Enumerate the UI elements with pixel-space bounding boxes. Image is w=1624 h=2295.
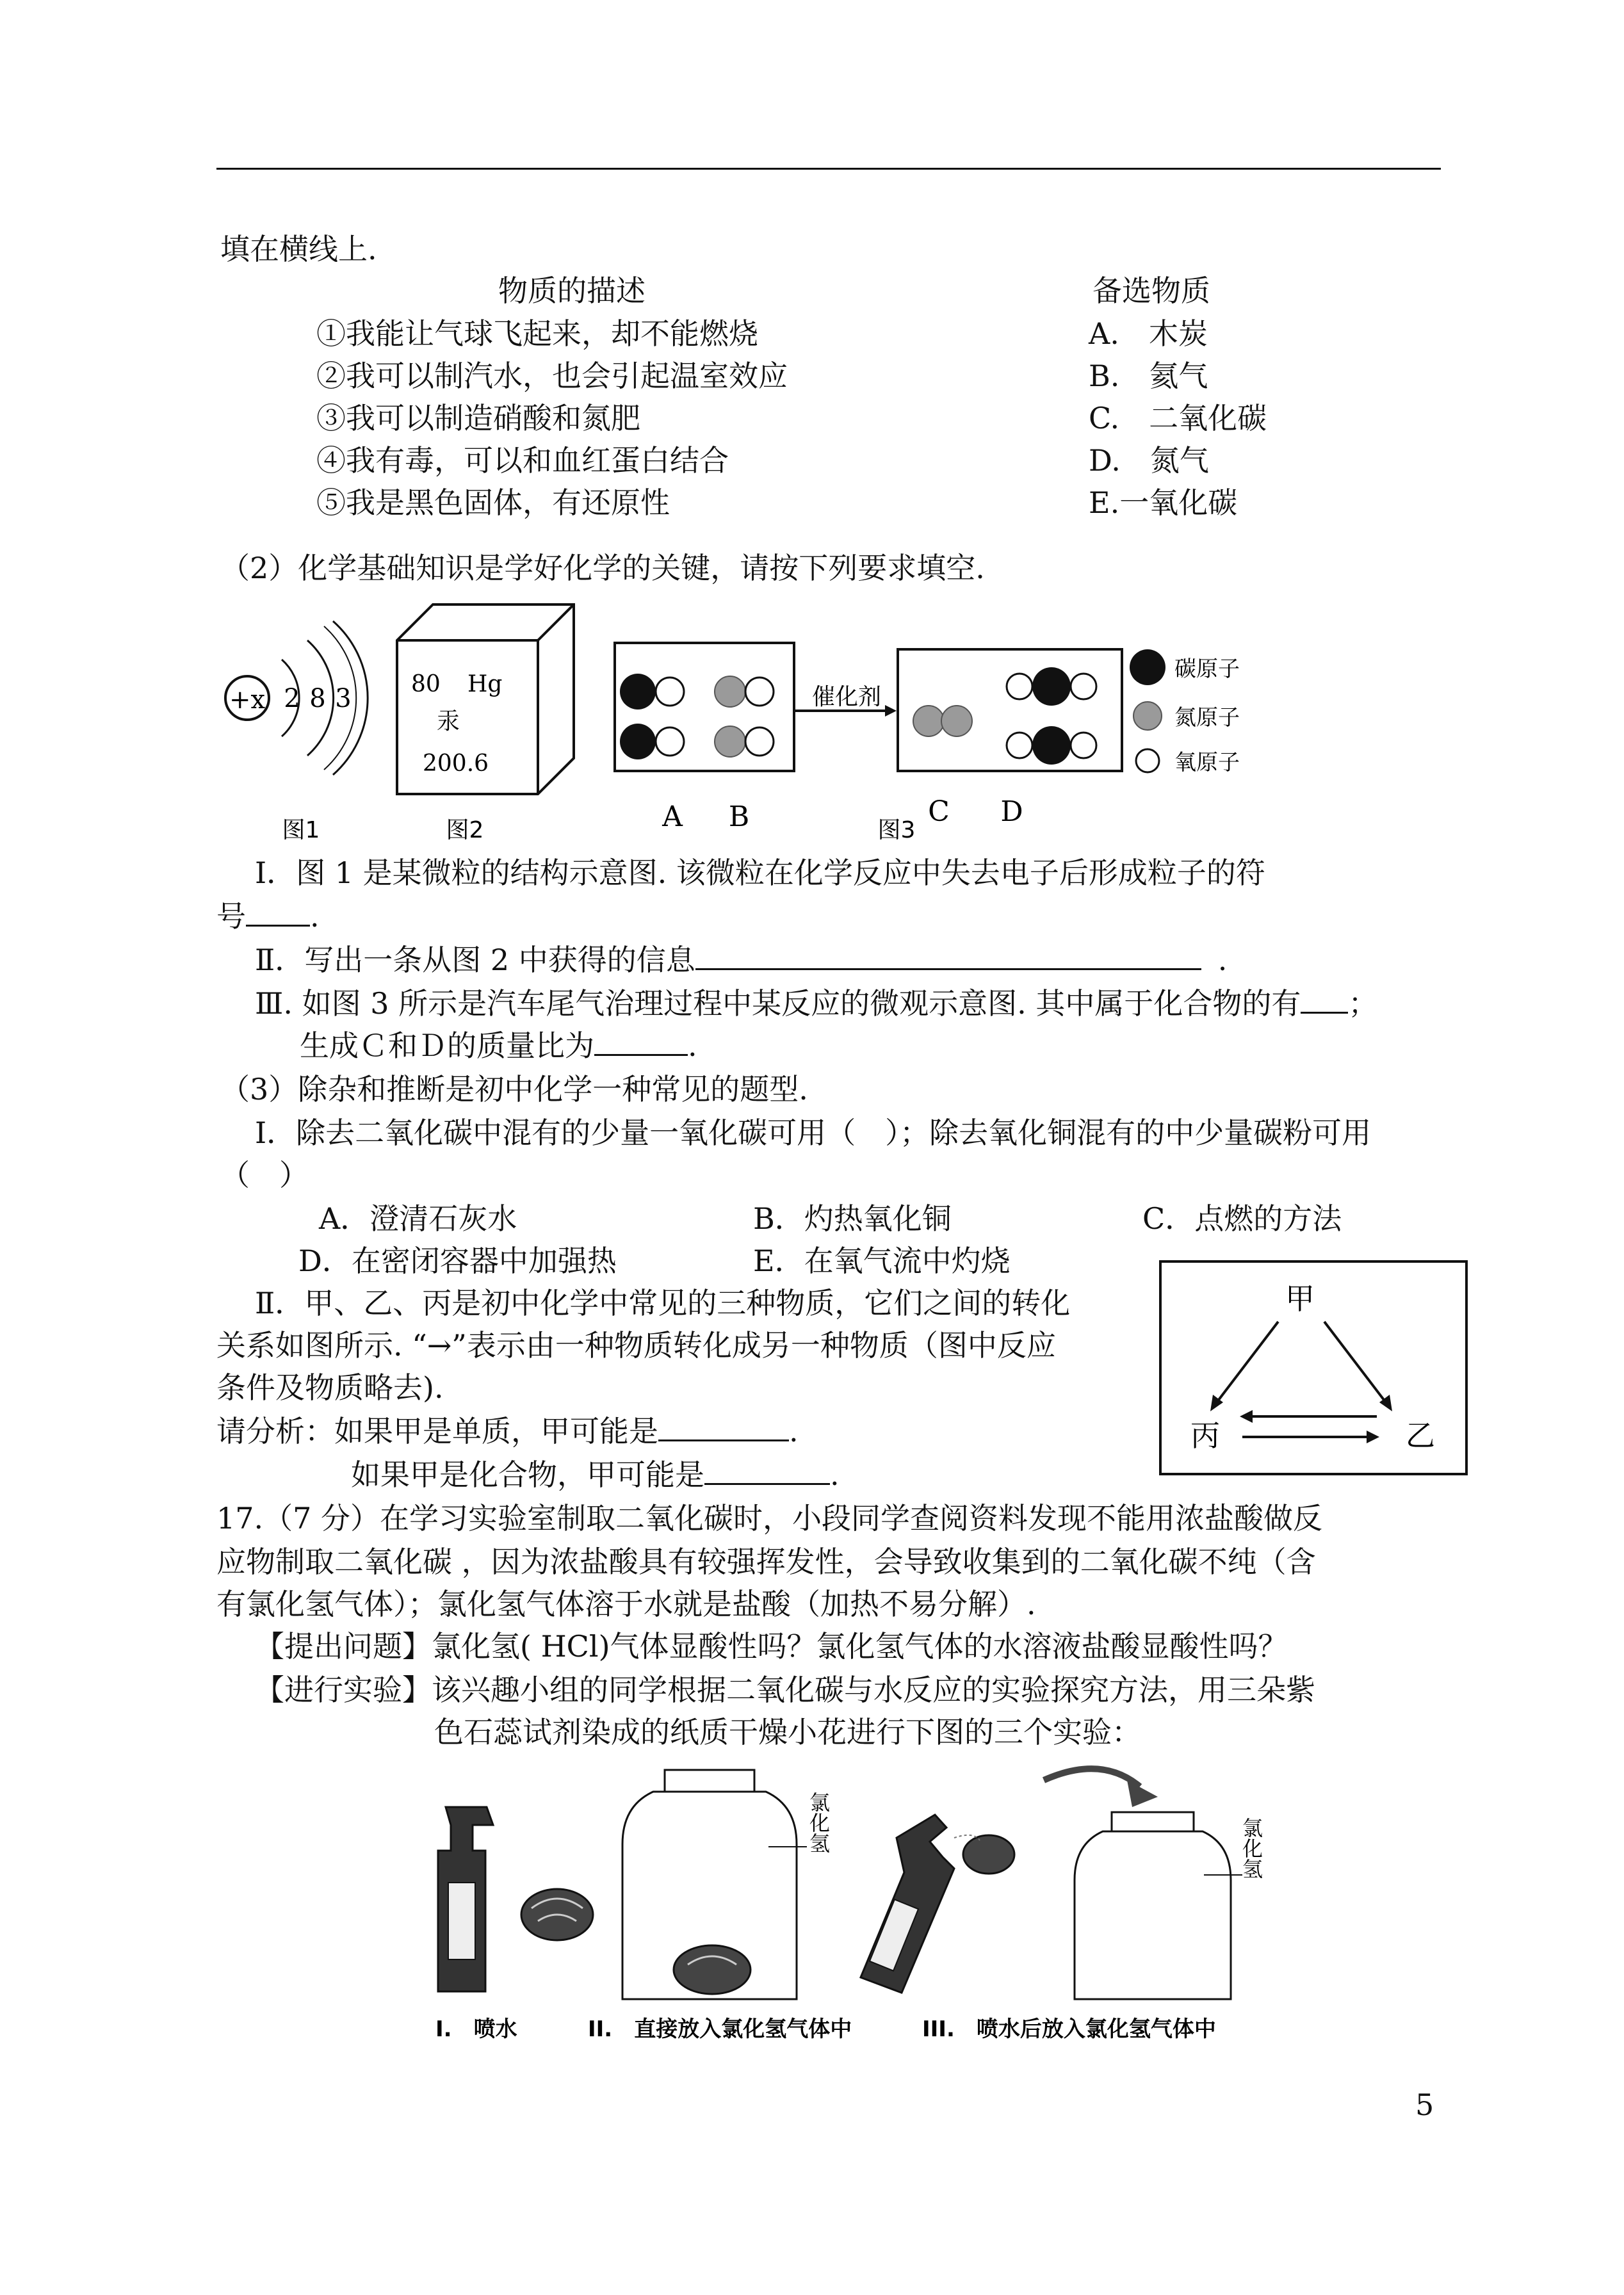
spray-bottle-icon	[861, 1815, 954, 1993]
q2-iii-line2: 生成Ｃ和Ｄ的质量比为 .	[300, 1028, 697, 1063]
table-row-desc: ①我能让气球飞起来，却不能燃烧	[316, 316, 758, 351]
carbon-atom	[620, 674, 656, 710]
jar-lid	[665, 1770, 754, 1792]
fig1-caption: 图1	[282, 817, 320, 843]
oxygen-atom	[1007, 674, 1032, 699]
carbon-atom	[1032, 667, 1071, 706]
table-col2-header: 备选物质	[1092, 273, 1210, 308]
answer-blank[interactable]	[246, 899, 310, 927]
oxygen-atom	[656, 727, 684, 756]
table-col1-header: 物质的描述	[498, 273, 646, 308]
q17-experiment-line1: 【进行实验】该兴趣小组的同学根据二氧化碳与水反应的实验探究方法，用三朵紫	[255, 1673, 1315, 1707]
fig3-label-c: C	[928, 795, 950, 828]
conversion-triangle-diagram	[1159, 1260, 1469, 1477]
flower-icon	[963, 1835, 1014, 1874]
oxygen-atom	[745, 677, 774, 706]
curved-arrow-icon	[1044, 1769, 1140, 1787]
answer-blank[interactable]	[704, 1457, 830, 1485]
q3-title: （3）除杂和推断是初中化学一种常见的题型.	[220, 1072, 808, 1107]
q3-i-line2: （ ）	[220, 1158, 309, 1192]
experiment-caption: II. 直接放入氯化氢气体中	[588, 2016, 852, 2042]
fig1-atom-diagram	[225, 621, 368, 843]
fig2-name: 汞	[437, 708, 460, 734]
legend-oxygen-label: 氧原子	[1174, 750, 1240, 775]
q17-line2: 应物制取二氧化碳 ，因为浓盐酸具有较强挥发性，会导致收集到的二氧化碳不纯（含	[216, 1545, 1316, 1579]
oxygen-atom	[1071, 733, 1096, 758]
nitrogen-atom	[941, 706, 972, 736]
q3-option: D．在密闭容器中加强热	[298, 1244, 617, 1278]
fig2-symbol: Hg	[467, 671, 503, 697]
legend-oxygen-icon	[1136, 749, 1159, 772]
q3-option: B．灼热氧化铜	[753, 1201, 952, 1236]
header-rule	[216, 168, 1441, 170]
answer-blank[interactable]	[1301, 986, 1348, 1014]
q3-option: C．点燃的方法	[1142, 1201, 1342, 1236]
oxygen-atom	[1007, 733, 1032, 758]
q2-iii-line1: Ⅲ. 如图 3 所示是汽车尾气治理过程中某反应的微观示意图. 其中属于化合物的有 ；	[255, 986, 1378, 1021]
table-row-desc: ⑤我是黑色固体，有还原性	[316, 485, 670, 520]
experiment-caption: III. 喷水后放入氯化氢气体中	[922, 2016, 1216, 2042]
q3-analysis-1: 请分析：如果甲是单质，甲可能是 .	[216, 1414, 799, 1448]
fig2-element-cube	[397, 604, 574, 843]
nitrogen-atom	[715, 726, 745, 757]
intro-text: 填在横线上.	[220, 232, 377, 266]
oxygen-atom	[745, 727, 774, 756]
experiment-3	[861, 1769, 1263, 2042]
q2-i-line2: 号 .	[216, 899, 320, 934]
legend-nitrogen-label: 氮原子	[1174, 705, 1240, 731]
nitrogen-atom	[913, 706, 944, 736]
q3-option: E．在氧气流中灼烧	[753, 1244, 1011, 1278]
experiment-caption: I. 喷水	[435, 2016, 517, 2042]
experiment-1	[435, 1807, 593, 2042]
triangle-node-right: 乙	[1406, 1418, 1435, 1453]
q3-i-line1: Ⅰ．除去二氧化碳中混有的少量一氧化碳可用（ ）；除去氧化铜混有的中少量碳粉可用	[255, 1115, 1372, 1150]
q17-experiment-line2: 色石蕊试剂染成的纸质干燥小花进行下图的三个实验：	[434, 1715, 1141, 1749]
table-row-desc: ③我可以制造硝酸和氮肥	[316, 401, 640, 435]
fig2-caption: 图2	[446, 817, 484, 843]
q3-ii-line1: Ⅱ．甲、乙、丙是初中化学中常见的三种物质，它们之间的转化	[255, 1286, 1071, 1320]
table-row-opt: C. 二氧化碳	[1089, 401, 1267, 435]
table-row-desc: ④我有毒，可以和血红蛋白结合	[316, 443, 729, 478]
fig2-atomic-number: 80	[411, 671, 441, 697]
oxygen-atom	[1071, 674, 1096, 699]
fig3-caption: 图3	[877, 817, 916, 843]
jar-label: 氯化氢	[806, 1792, 831, 1853]
q17-line1: 17.（7 分）在学习实验室制取二氧化碳时，小段同学查阅资料发现不能用浓盐酸做反	[216, 1501, 1323, 1536]
legend-carbon-label: 碳原子	[1174, 656, 1240, 682]
answer-blank[interactable]	[695, 943, 1201, 970]
table-row-opt: A. 木炭	[1089, 316, 1208, 351]
fig1-shell-count: 8	[309, 684, 326, 713]
table-row-desc: ②我可以制汽水，也会引起温室效应	[316, 359, 788, 393]
answer-blank[interactable]	[594, 1028, 688, 1056]
q3-ii-line2: 关系如图所示. “→”表示由一种物质转化成另一种物质（图中反应	[216, 1328, 1056, 1363]
flower-icon	[674, 1945, 751, 1994]
table-row-opt: B. 氦气	[1089, 359, 1208, 393]
jar-label: 氯化氢	[1239, 1817, 1263, 1879]
oxygen-atom	[656, 677, 684, 706]
q2-ii: Ⅱ．写出一条从图 2 中获得的信息 .	[255, 943, 1228, 977]
legend-nitrogen-icon	[1133, 702, 1162, 730]
triangle-node-left: 丙	[1190, 1418, 1220, 1453]
experiment-2	[588, 1770, 852, 2042]
carbon-atom	[620, 724, 656, 759]
q3-ii-line3: 条件及物质略去).	[216, 1370, 444, 1405]
fig2-mass: 200.6	[423, 750, 489, 777]
q2-i-line1: Ⅰ．图 1 是某微粒的结构示意图. 该微粒在化学反应中失去电子后形成粒子的符	[255, 856, 1265, 890]
fig1-shell-count: 2	[284, 684, 300, 713]
figures-row	[211, 596, 1441, 852]
q3-analysis-2: 如果甲是化合物，甲可能是 .	[351, 1457, 840, 1492]
q17-question: 【提出问题】氯化氢( HCl)气体显酸性吗？氯化氢气体的水溶液盐酸显酸性吗？	[255, 1629, 1288, 1664]
page-number: 5	[1415, 2088, 1434, 2122]
fig3-arrow-label: 催化剂	[811, 684, 882, 710]
q2-title: （2）化学基础知识是学好化学的关键，请按下列要求填空.	[220, 551, 985, 585]
gas-jar-icon	[1075, 1831, 1231, 1999]
fig3-label-b: B	[728, 800, 750, 833]
nitrogen-atom	[715, 676, 745, 707]
fig3-reaction-diagram	[615, 643, 1240, 843]
experiment-figure	[423, 1761, 1319, 2056]
q17-line3: 有氯化氢气体）；氯化氢气体溶于水就是盐酸（加热不易分解）.	[216, 1587, 1036, 1621]
fig3-label-a: A	[662, 800, 683, 833]
fig1-nucleus-label: +x	[229, 685, 266, 715]
answer-blank[interactable]	[658, 1414, 789, 1441]
fig1-shell-count: 3	[335, 684, 352, 713]
fig3-label-d: D	[1000, 795, 1023, 828]
table-row-opt: E.一氧化碳	[1089, 485, 1238, 520]
carbon-atom	[1032, 726, 1071, 765]
q3-option: A．澄清石灰水	[319, 1201, 517, 1236]
triangle-node-top: 甲	[1285, 1281, 1315, 1316]
jar-lid	[1112, 1812, 1194, 1831]
legend-carbon-icon	[1130, 649, 1165, 685]
table-row-opt: D. 氮气	[1089, 443, 1209, 478]
